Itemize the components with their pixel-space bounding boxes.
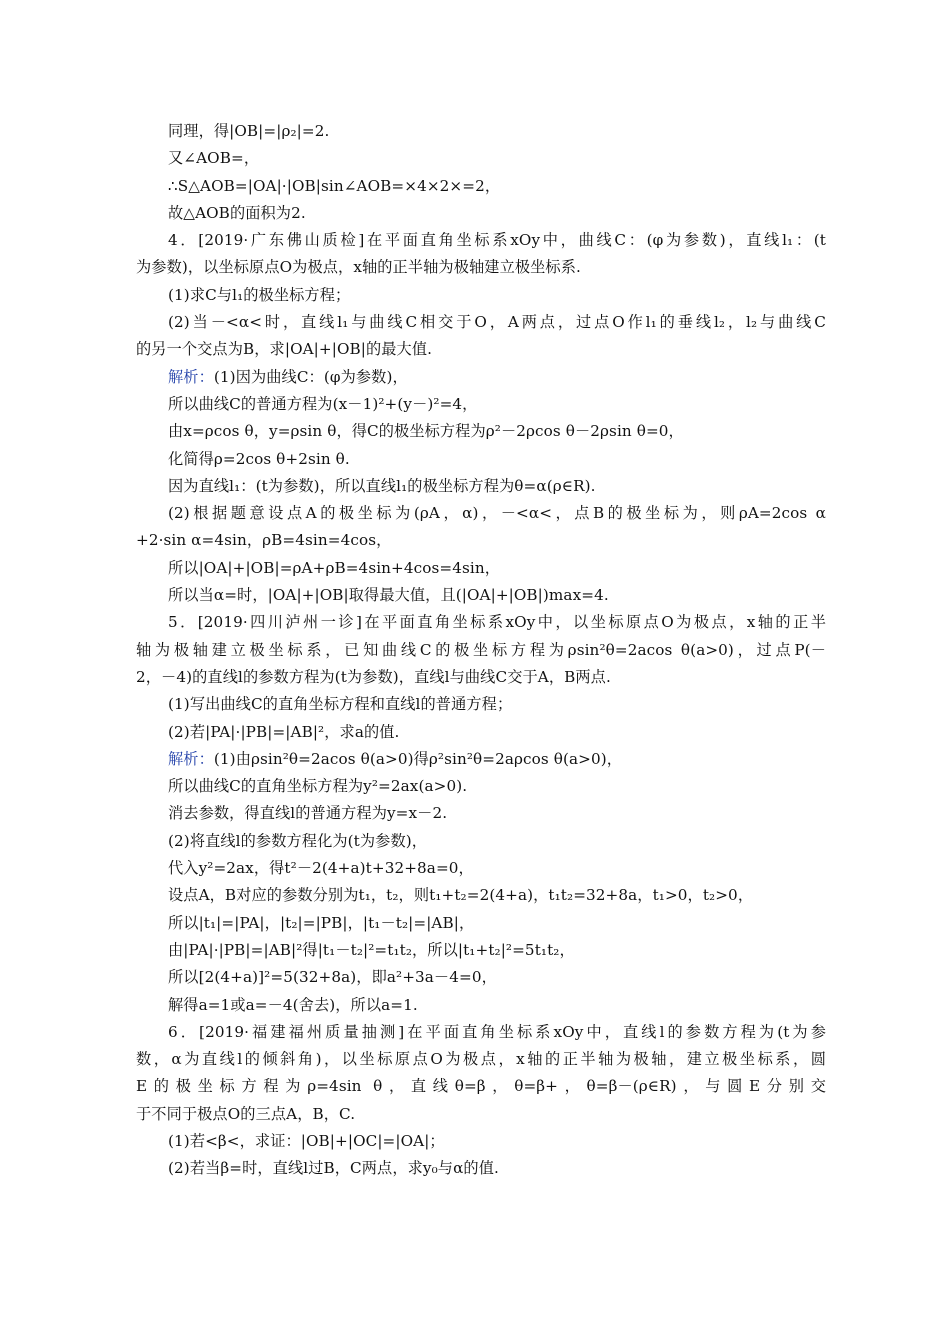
problem-6-line: 数，α为直线l的倾斜角)，以坐标原点O为极点，x轴的正半轴为极轴，建立极坐标系，圆 <box>136 1050 826 1069</box>
problem-5-part-1: (1)写出曲线C的直角坐标方程和直线l的普通方程； <box>168 695 513 714</box>
text-line: 设点A，B对应的参数分别为t₁，t₂，则t₁+t₂=2(4+a)，t₁t₂=32+8a，t₁>0，t₂>0， <box>168 886 754 905</box>
text-line: 所以|t₁|=|PA|，|t₂|=|PB|，|t₁－t₂|=|AB|， <box>168 913 475 932</box>
problem-4-part-1: (1)求C与l₁的极坐标方程； <box>168 285 351 304</box>
problem-4-line: 为参数)，以坐标原点O为极点，x轴的正半轴为极轴建立极坐标系. <box>136 258 581 277</box>
text-line: 化简得ρ=2cos θ+2sin θ. <box>168 449 350 468</box>
analysis-line <box>136 364 826 391</box>
problem-4-part-2: (2)当－<α<时，直线l₁与曲线C相交于O，A两点，过点O作l₁的垂线l₂，l₂与曲线C <box>168 313 826 332</box>
problem-6-line: 6．[2019·福建福州质量抽测]在平面直角坐标系xOy中，直线l的参数方程为(t为参 <box>168 1022 826 1041</box>
problem-6-line: E的极坐标方程为ρ=4sin θ，直线θ=β，θ=β+，θ=β－(ρ∈R)，与圆E分别交 <box>136 1077 826 1096</box>
problem-5-line: 轴为极轴建立极坐标系，已知曲线C的极坐标方程为ρsin²θ=2acos θ(a>0)，过点P(－ <box>136 640 826 659</box>
text-line: 所以曲线C的直角坐标方程为y²=2ax(a>0). <box>168 777 468 796</box>
problem-5-part-2: (2)若|PA|·|PB|=|AB|²，求a的值. <box>168 722 400 741</box>
problem-6-part-2: (2)若当β=时，直线l过B，C两点，求y₀与α的值. <box>168 1159 499 1178</box>
text-line: 由x=ρcos θ，y=ρsin θ，得C的极坐标方程为ρ²－2ρcos θ－2ρsin θ=0， <box>168 422 684 441</box>
analysis-line <box>136 746 826 773</box>
problem-6-part-1: (1)若<β<，求证：|OB|+|OC|=|OA|； <box>168 1131 445 1150</box>
text-line: ∴S△AOB=|OA|·|OB|sin∠AOB=×4×2×=2， <box>168 176 501 195</box>
text-line: 因为直线l₁：(t为参数)，所以直线l₁的极坐标方程为θ=α(ρ∈R). <box>168 476 596 495</box>
text-line: 又∠AOB=， <box>168 149 260 168</box>
text-line: 故△AOB的面积为2. <box>168 203 306 222</box>
problem-4-part-2: 的另一个交点为B，求|OA|+|OB|的最大值. <box>136 340 433 359</box>
text-line: 所以[2(4+a)]²=5(32+8a)，即a²+3a－4=0， <box>168 968 497 987</box>
text-line: 代入y²=2ax，得t²－2(4+a)t+32+8a=0， <box>168 859 474 878</box>
text-line: 由|PA|·|PB|=|AB|²得|t₁－t₂|²=t₁t₂，所以|t₁+t₂|²=5t₁t₂， <box>168 940 575 959</box>
analysis-label: 解析： <box>168 749 214 768</box>
text-line: 所以当α=时，|OA|+|OB|取得最大值，且(|OA|+|OB|)max=4. <box>168 586 609 605</box>
document-page <box>136 118 826 1183</box>
text-line: 解得a=1或a=－4(舍去)，所以a=1. <box>168 995 418 1014</box>
text-line: (2)根据题意设点A的极坐标为(ρA，α)，－<α<，点B的极坐标为，则ρA=2cos α <box>168 504 826 523</box>
analysis-text: (1)因为曲线C：(φ为参数)， <box>213 367 408 386</box>
text-line: 所以|OA|+|OB|=ρA+ρB=4sin+4cos=4sin， <box>168 558 500 577</box>
text-line: 所以曲线C的普通方程为(x－1)²+(y－)²=4， <box>168 394 478 413</box>
text-line: (2)将直线l的参数方程化为(t为参数)， <box>168 831 428 850</box>
problem-6-line: 于不同于极点O的三点A，B，C. <box>136 1104 356 1123</box>
analysis-label: 解析： <box>168 367 214 386</box>
analysis-text: (1)由ρsin²θ=2acos θ(a>0)得ρ²sin²θ=2aρcos θ(a>0)， <box>213 749 623 768</box>
text-line: 消去参数，得直线l的普通方程为y=x－2. <box>168 804 448 823</box>
problem-4-line: 4．[2019·广东佛山质检]在平面直角坐标系xOy中，曲线C：(φ为参数)，直线l₁：(t <box>168 231 826 250</box>
problem-5-line: 2，－4)的直线l的参数方程为(t为参数)，直线l与曲线C交于A，B两点. <box>136 667 611 686</box>
text-line: +2·sin α=4sin，ρB=4sin=4cos， <box>136 531 392 550</box>
problem-5-line: 5．[2019·四川泸州一诊]在平面直角坐标系xOy中，以坐标原点O为极点，x轴的正半 <box>168 613 826 632</box>
text-line: 同理，得|OB|=|ρ₂|=2. <box>168 122 330 140</box>
